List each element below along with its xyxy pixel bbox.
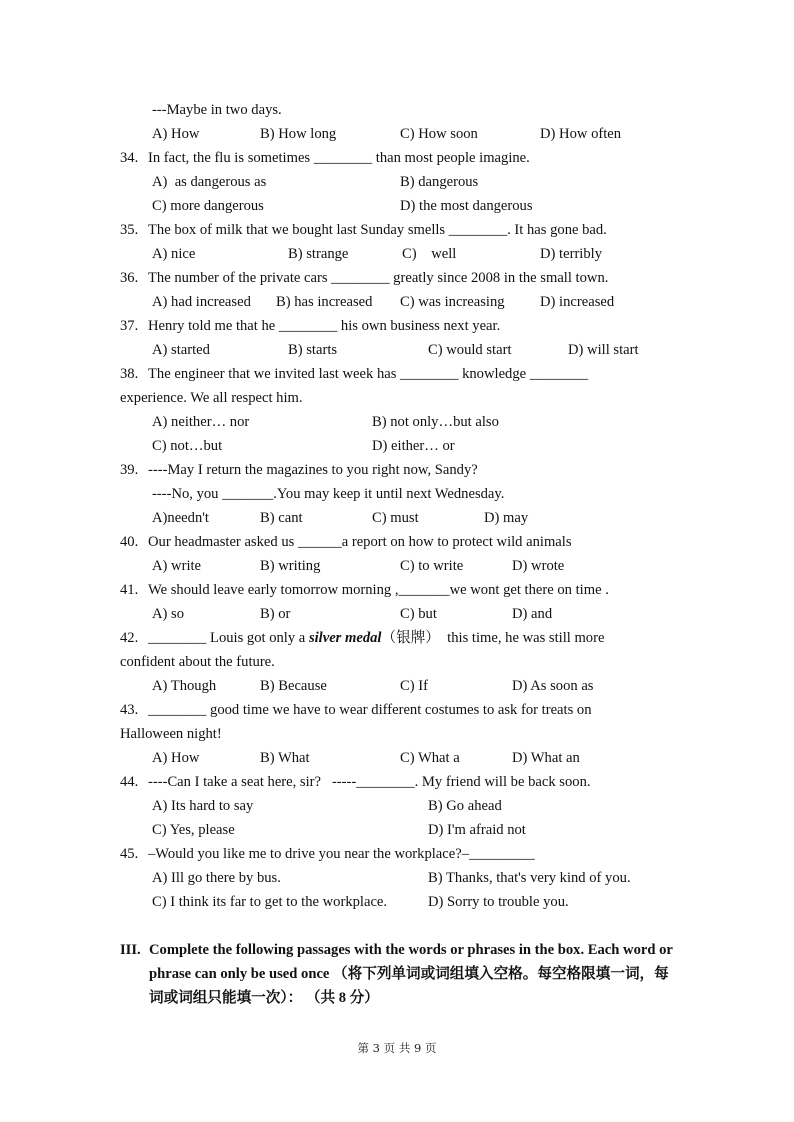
q45-stem: –Would you like me to drive you near the workplace?–_________ bbox=[148, 846, 535, 862]
q33-answer-line: ---Maybe in two days. bbox=[152, 102, 282, 118]
q33-option-c: C) How soon bbox=[400, 126, 478, 142]
q36-option-a: A) had increased bbox=[152, 294, 251, 310]
q34-option-b: B) dangerous bbox=[400, 174, 479, 190]
q45-number: 45. bbox=[120, 846, 139, 862]
q38-stem-continued: experience. We all respect him. bbox=[120, 390, 303, 406]
q35-option-c: C) well bbox=[402, 246, 457, 262]
q34-option-d: D) the most dangerous bbox=[400, 198, 533, 214]
q40-stem: Our headmaster asked us ______a report on how to protect wild animals bbox=[148, 534, 572, 550]
q39-option-b: B) cant bbox=[260, 510, 303, 526]
q44-number: 44. bbox=[120, 774, 139, 790]
q42-stem-continued: confident about the future. bbox=[120, 654, 275, 670]
q38-option-b: B) not only…but also bbox=[372, 414, 499, 430]
q42-option-a: A) Though bbox=[152, 678, 217, 694]
q42-number: 42. bbox=[120, 630, 139, 646]
q37-number: 37. bbox=[120, 318, 139, 334]
q40-number: 40. bbox=[120, 534, 139, 550]
q35-stem: The box of milk that we bought last Sunday smells ________. It has gone bad. bbox=[148, 222, 607, 238]
q33-option-a: A) How bbox=[152, 126, 200, 142]
q36-option-b: B) has increased bbox=[276, 294, 373, 310]
q42-stem-start: ________ Louis got only a bbox=[148, 630, 309, 646]
q36-number: 36. bbox=[120, 270, 139, 286]
q35-number: 35. bbox=[120, 222, 139, 238]
q41-option-d: D) and bbox=[512, 606, 553, 622]
q43-option-b: B) What bbox=[260, 750, 310, 766]
q43-option-c: C) What a bbox=[400, 750, 460, 766]
q39-option-a: A)needn't bbox=[152, 510, 209, 526]
q39-option-c: C) must bbox=[372, 510, 419, 526]
q38-stem: The engineer that we invited last week has ________ knowledge ________ bbox=[148, 366, 589, 382]
section-3-instructions bbox=[120, 938, 680, 1010]
page-footer: 第 3 页 共 9 页 bbox=[357, 1041, 437, 1055]
q42-stem-end: （银牌） this time, he was still more bbox=[381, 630, 605, 646]
q33-option-b: B) How long bbox=[260, 126, 337, 142]
q38-option-a: A) neither… nor bbox=[152, 414, 250, 430]
q40-option-b: B) writing bbox=[260, 558, 321, 574]
q34-stem: In fact, the flu is sometimes ________ than most people imagine. bbox=[148, 150, 530, 166]
q44-option-a: A) Its hard to say bbox=[152, 798, 254, 814]
q39-option-d: D) may bbox=[484, 510, 529, 526]
q37-stem: Henry told me that he ________ his own business next year. bbox=[148, 318, 501, 334]
q41-option-a: A) so bbox=[152, 606, 185, 622]
q40-option-c: C) to write bbox=[400, 558, 464, 574]
q45-option-a: A) Ill go there by bus. bbox=[152, 870, 281, 886]
q43-option-d: D) What an bbox=[512, 750, 580, 766]
q39-reply: ----No, you _______.You may keep it until next Wednesday. bbox=[152, 486, 505, 502]
q34-option-c: C) more dangerous bbox=[152, 198, 264, 214]
q40-option-d: D) wrote bbox=[512, 558, 565, 574]
q33-option-d: D) How often bbox=[540, 126, 622, 142]
q42-option-c: C) If bbox=[400, 678, 428, 694]
q35-option-b: B) strange bbox=[288, 246, 349, 262]
q43-number: 43. bbox=[120, 702, 139, 718]
q44-option-d: D) I'm afraid not bbox=[428, 822, 526, 838]
q42-option-d: D) As soon as bbox=[512, 678, 594, 694]
q41-number: 41. bbox=[120, 582, 139, 598]
q39-number: 39. bbox=[120, 462, 139, 478]
q37-option-b: B) starts bbox=[288, 342, 338, 358]
q36-option-d: D) increased bbox=[540, 294, 615, 310]
q39-stem: ----May I return the magazines to you right now, Sandy? bbox=[148, 462, 478, 478]
section-3-number: III. bbox=[120, 942, 141, 958]
q35-option-a: A) nice bbox=[152, 246, 196, 262]
q38-number: 38. bbox=[120, 366, 139, 382]
q34-number: 34. bbox=[120, 150, 139, 166]
q43-stem-continued: Halloween night! bbox=[120, 726, 222, 742]
q34-option-a: A) as dangerous as bbox=[152, 174, 267, 190]
q43-option-a: A) How bbox=[152, 750, 200, 766]
q38-option-c: C) not…but bbox=[152, 438, 223, 454]
q35-option-d: D) terribly bbox=[540, 246, 603, 262]
q43-stem: ________ good time we have to wear different costumes to ask for treats on bbox=[148, 702, 592, 718]
q37-option-d: D) will start bbox=[568, 342, 639, 358]
q40-option-a: A) write bbox=[152, 558, 202, 574]
q44-option-c: C) Yes, please bbox=[152, 822, 235, 838]
q36-stem: The number of the private cars ________ greatly since 2008 in the small town. bbox=[148, 270, 609, 286]
q37-option-a: A) started bbox=[152, 342, 210, 358]
q45-option-c: C) I think its far to get to the workplace. bbox=[152, 894, 388, 910]
q42-emphasis: silver medal bbox=[308, 630, 382, 646]
q38-option-d: D) either… or bbox=[372, 438, 455, 454]
q36-option-c: C) was increasing bbox=[400, 294, 505, 310]
q37-option-c: C) would start bbox=[428, 342, 512, 358]
q42-stem bbox=[148, 628, 604, 648]
q44-option-b: B) Go ahead bbox=[428, 798, 502, 814]
section-3-text: Complete the following passages with the words or phrases in the box. Each word or phrase can only be used once （将下列单词或词组填入空格。每空格限填一词，每词或词组只能填一次）： （共 8 分） bbox=[149, 942, 673, 1006]
q45-option-d: D) Sorry to trouble you. bbox=[428, 894, 569, 910]
q44-stem: ----Can I take a seat here, sir? -----________. My friend will be back soon. bbox=[148, 774, 591, 790]
q41-option-c: C) but bbox=[400, 606, 437, 622]
q41-stem: We should leave early tomorrow morning ,_______we wont get there on time . bbox=[148, 582, 609, 598]
q41-option-b: B) or bbox=[260, 606, 291, 622]
q45-option-b: B) Thanks, that's very kind of you. bbox=[428, 870, 631, 886]
q42-option-b: B) Because bbox=[260, 678, 327, 694]
